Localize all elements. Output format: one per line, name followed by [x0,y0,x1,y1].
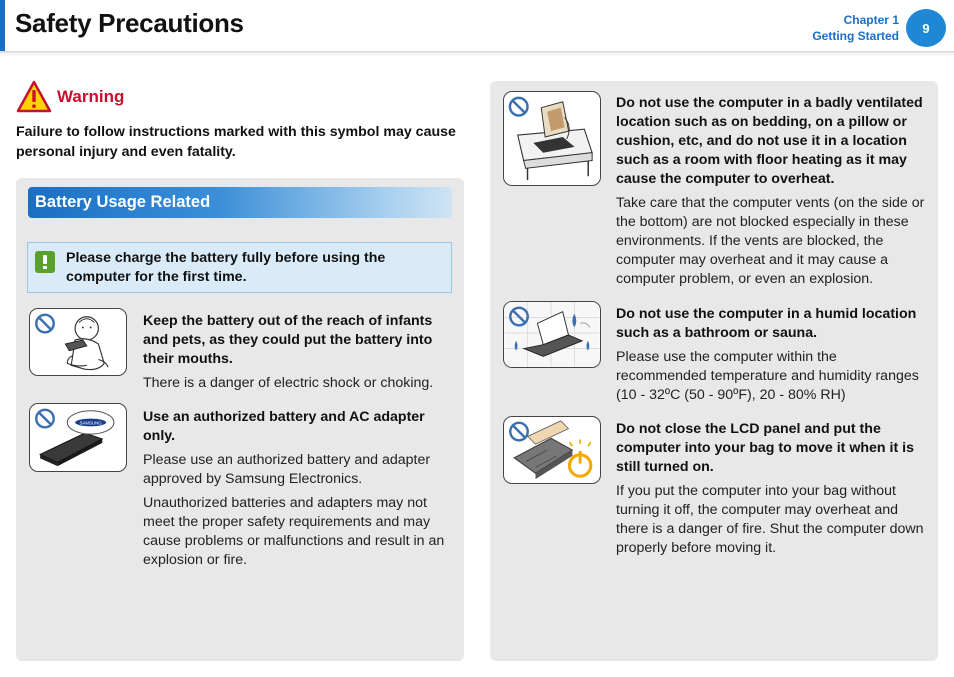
right-item-2-body: Please use the computer within the recommended temperature and humidity ranges (10 - 32ºC (50 - 90ºF), 20 - 80% RH) [616,349,919,403]
note-text: Please charge the battery fully before using the computer for the first time. [66,250,386,285]
left-item-2-heading: Use an authorized battery and AC adapter only. [143,409,425,444]
left-item-1 [143,312,451,393]
right-item-3-body: If you put the computer into your bag without turning it off, the computer may overheat and there is a danger of fire. Shut the computer down properly before moving it. [616,483,924,556]
warning-triangle-icon [16,80,52,113]
left-item-2 [143,408,451,570]
section-header [28,187,452,218]
laptop-in-bathroom-image [503,301,601,368]
samsung-battery-image [29,403,127,472]
left-item-2-body2: Unauthorized batteries and adapters may not meet the proper safety requirements and may cause problems or malfunctions and result in an explosion or fire. [143,495,445,568]
right-item-1-body: Take care that the computer vents (on the side or the bottom) are not blocked especially in these environments. If the vents are blocked, the computer may overheat and it may cause a computer problem, or even an explosion. [616,195,925,287]
header-divider [0,51,954,57]
charge-note [27,242,452,293]
chapter-name: Getting Started [812,29,899,43]
warning-text: Failure to follow instructions marked with this symbol may cause personal injury and even fatality. [16,124,456,160]
page-number-badge: 9 [906,9,946,47]
left-item-1-heading: Keep the battery out of the reach of infants and pets, as they could put the battery into their mouths. [143,313,433,367]
right-item-1 [616,94,928,289]
warning-heading: Warning [57,87,125,106]
laptop-on-bed-image [503,91,601,186]
exclamation-icon [35,251,55,273]
chapter-label: Chapter 1 [843,13,899,27]
right-item-2-heading: Do not use the computer in a humid location such as a bathroom or sauna. [616,306,917,341]
right-item-3 [616,420,930,558]
samsung-logo-text: SAMSUNG [79,420,102,426]
page-title: Safety Precautions [15,8,244,38]
laptop-in-bag-power-on-image [503,416,601,484]
left-item-2-body: Please use an authorized battery and adapter approved by Samsung Electronics. [143,452,431,487]
chapter-info [812,12,899,44]
header-accent-bar [0,0,5,52]
section-title: Battery Usage Related [35,193,211,211]
right-item-1-heading: Do not use the computer in a badly ventilated location such as on bedding, on a pillow or cushion, etc, and do not use it in a location such as a room with floor heating as it may cause the computer to overheat. [616,95,923,187]
left-item-1-body: There is a danger of electric shock or choking. [143,375,434,391]
right-item-3-heading: Do not close the LCD panel and put the computer into your bag to move it when it is still turned on. [616,421,914,475]
right-item-2 [616,305,928,405]
baby-chewing-battery-image [29,308,127,376]
